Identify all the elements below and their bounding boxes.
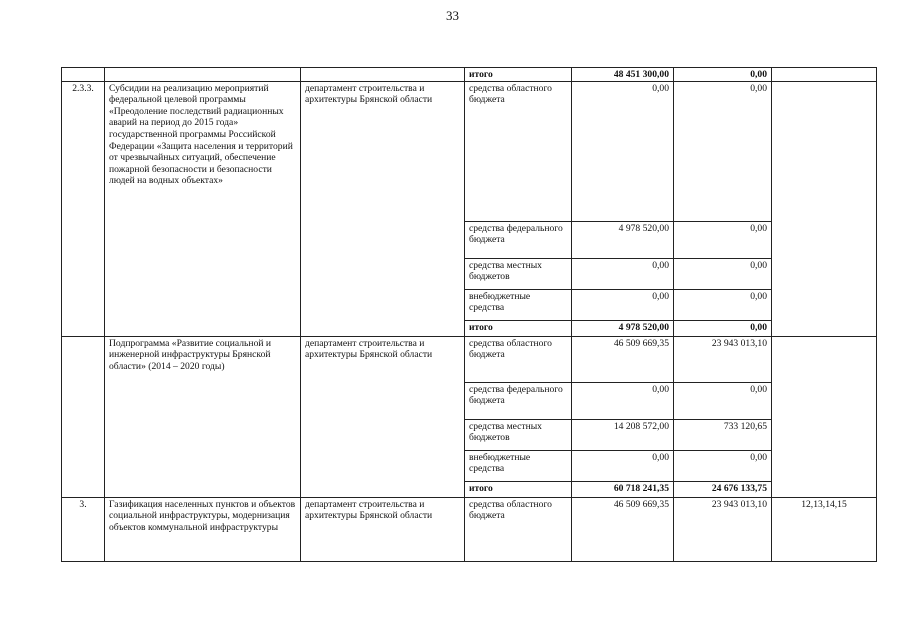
cell-number: 2.3.3. xyxy=(62,81,105,336)
cell-amount-1: 14 208 572,00 xyxy=(572,419,674,450)
cell-source: итого xyxy=(465,68,572,82)
cell-amount-1: 48 451 300,00 xyxy=(572,68,674,82)
cell-amount-1: 0,00 xyxy=(572,289,674,320)
cell-amount-2: 23 943 013,10 xyxy=(674,497,772,561)
table-row xyxy=(62,497,877,561)
table-row xyxy=(62,81,877,221)
table-row xyxy=(62,68,877,82)
cell-source: внебюджетные средства xyxy=(465,450,572,481)
cell-source: средства местных бюджетов xyxy=(465,419,572,450)
cell-source: итого xyxy=(465,481,572,497)
cell-amount-1: 0,00 xyxy=(572,258,674,289)
cell-name xyxy=(105,68,301,82)
cell-executor xyxy=(301,68,465,82)
cell-name: Подпрограмма «Развитие социальной и инженерной инфраструктуры Брянской области» (2014 – 2020 годы) xyxy=(105,336,301,497)
cell-amount-1: 0,00 xyxy=(572,81,674,221)
cell-amount-2: 0,00 xyxy=(674,382,772,419)
cell-amount-1: 0,00 xyxy=(572,450,674,481)
cell-source: средства федерального бюджета xyxy=(465,221,572,258)
cell-amount-1: 4 978 520,00 xyxy=(572,320,674,336)
cell-amount-2: 0,00 xyxy=(674,221,772,258)
cell-amount-1: 46 509 669,35 xyxy=(572,497,674,561)
table-row xyxy=(62,336,877,382)
cell-amount-1: 60 718 241,35 xyxy=(572,481,674,497)
cell-amount-2: 24 676 133,75 xyxy=(674,481,772,497)
cell-amount-2: 0,00 xyxy=(674,289,772,320)
cell-executor: департамент строительства и архитектуры Брянской области xyxy=(301,336,465,497)
cell-source: итого xyxy=(465,320,572,336)
cell-source: средства областного бюджета xyxy=(465,81,572,221)
cell-source: средства местных бюджетов xyxy=(465,258,572,289)
cell-amount-2: 23 943 013,10 xyxy=(674,336,772,382)
cell-name: Субсидии на реализацию мероприятий федеральной целевой программы «Преодоление последствий радиационных аварий на период до 2015 года» государственной программы Российской Федерации «Защита населения и территорий от чрезвычайных ситуаций, обеспечение пожарной безопасности и безопасности людей на водных объектах» xyxy=(105,81,301,336)
cell-name: Газификация населенных пунктов и объектов социальной инфраструктуры, модернизация объектов коммунальной инфраструктуры xyxy=(105,497,301,561)
cell-source: средства областного бюджета xyxy=(465,497,572,561)
cell-amount-2: 0,00 xyxy=(674,320,772,336)
cell-indicators: 12,13,14,15 xyxy=(772,497,877,561)
cell-amount-1: 46 509 669,35 xyxy=(572,336,674,382)
cell-executor: департамент строительства и архитектуры Брянской области xyxy=(301,497,465,561)
cell-amount-1: 0,00 xyxy=(572,382,674,419)
cell-number xyxy=(62,336,105,497)
cell-source: внебюджетные средства xyxy=(465,289,572,320)
cell-indicators xyxy=(772,336,877,497)
cell-amount-2: 0,00 xyxy=(674,81,772,221)
cell-indicators xyxy=(772,81,877,336)
cell-source: средства федерального бюджета xyxy=(465,382,572,419)
cell-amount-1: 4 978 520,00 xyxy=(572,221,674,258)
cell-indicators xyxy=(772,68,877,82)
cell-amount-2: 0,00 xyxy=(674,450,772,481)
budget-table xyxy=(61,67,877,562)
page-number: 33 xyxy=(446,8,459,23)
cell-number xyxy=(62,68,105,82)
cell-source: средства областного бюджета xyxy=(465,336,572,382)
cell-amount-2: 0,00 xyxy=(674,68,772,82)
cell-amount-2: 733 120,65 xyxy=(674,419,772,450)
cell-number: 3. xyxy=(62,497,105,561)
cell-executor: департамент строительства и архитектуры Брянской области xyxy=(301,81,465,336)
cell-amount-2: 0,00 xyxy=(674,258,772,289)
